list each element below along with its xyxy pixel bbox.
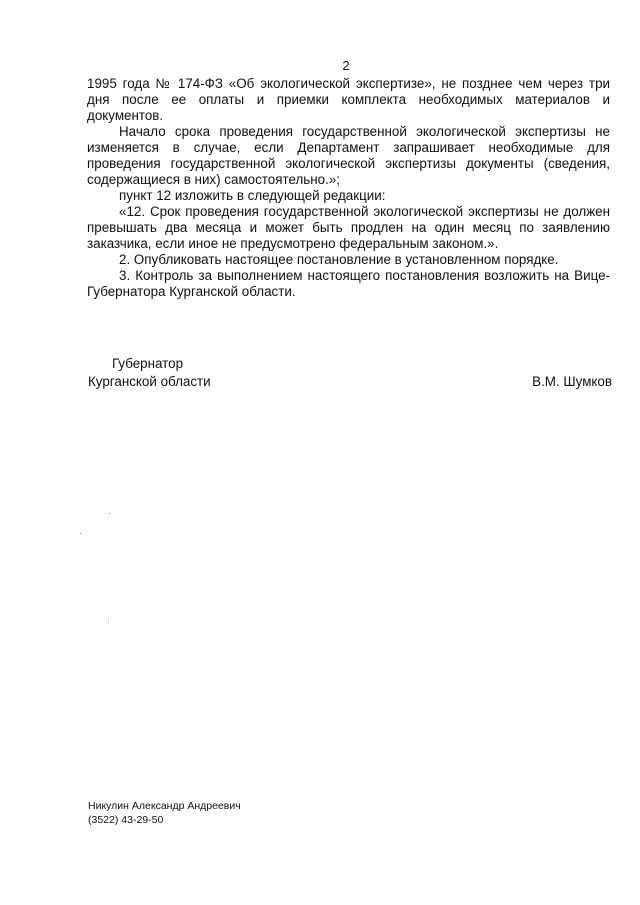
scan-speck <box>80 533 81 534</box>
signatory-position: Губернатор <box>112 356 184 371</box>
signatory-region: Курганской области <box>88 374 211 389</box>
paragraph-item-12-text: «12. Срок проведения государственной экологической экспертизы не должен превышать два месяца и может быть продлен на один месяц по заявлению заказчика, если иное не предусмотрено федеральным законом.». <box>87 204 610 251</box>
executor-name: Никулин Александр Андреевич <box>88 800 241 812</box>
executor-phone: (3522) 43-29-50 <box>88 814 164 826</box>
paragraph-publish: 2. Опубликовать настоящее постановление в установленном порядке. <box>119 252 559 267</box>
signatory-title <box>88 356 211 390</box>
signatory-name: В.М. Шумков <box>532 374 612 389</box>
paragraph-control: 3. Контроль за выполнением настоящего постановления возложить на Вице-Губернатора Курганской области. <box>87 268 610 299</box>
paragraph-item-12-intro: пункт 12 изложить в следующей редакции: <box>119 188 386 203</box>
executor-footer <box>88 799 241 827</box>
paragraph-expertise-start: 1995 года № 174-ФЗ «Об экологической экспертизе», не позднее чем через три дня после ее оплаты и приемки комплекта необходимых материалов и документов. <box>87 76 610 123</box>
scan-speck <box>108 621 109 622</box>
scan-speck <box>109 513 110 514</box>
page-number: 2 <box>342 58 350 73</box>
document-body <box>87 76 610 300</box>
paragraph-term-unchanged: Начало срока проведения государственной экологической экспертизы не изменяется в случае, если Департамент запрашивает необходимые для проведения государственной экологической экспертизы документы (сведения, содержащиеся в них) самостоятельно.»; <box>87 124 610 187</box>
